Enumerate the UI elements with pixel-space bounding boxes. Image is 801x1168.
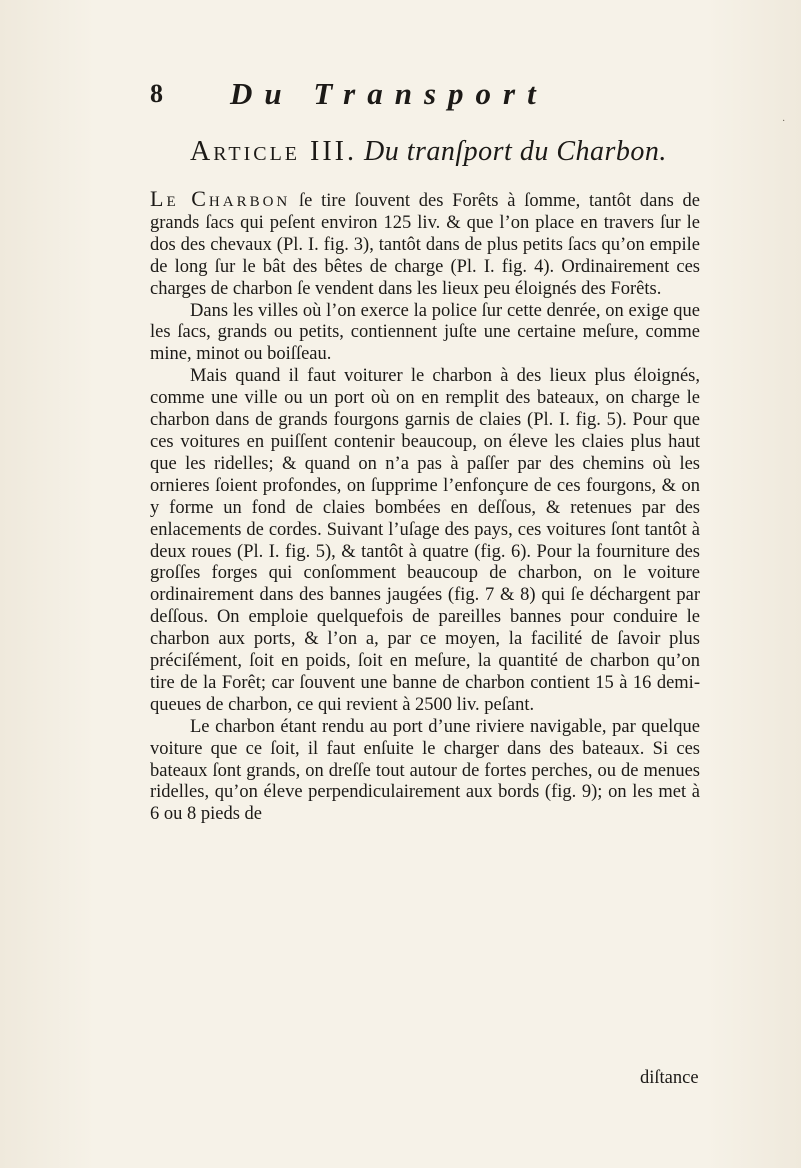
paragraph-lead-word: Le Charbon: [150, 186, 291, 211]
paragraph-1: [150, 188, 700, 301]
page-number: 8: [150, 79, 163, 108]
paragraph-1-text: ſe tire ſouvent des Forêts à ſomme, tantôt dans de grands ſacs qui peſent environ 125 liv. & que l’on place en travers ſur le dos des chevaux (Pl. I. fig. 3), tantôt dans de plus petits ſacs qu’on empile de long ſur le bât des bêtes de charge (Pl. I. fig. 4). Ordinairement ces charges de charbon ſe vendent dans les lieux peu éloignés des Forêts.: [150, 191, 701, 299]
margin-mark: ·: [782, 116, 786, 127]
article-heading: [190, 132, 667, 172]
paragraph-3: Mais quand il faut voiturer le charbon à des lieux plus éloignés, comme une ville ou un port où on en remplit des bateaux, on charge le charbon dans de grands fourgons garnis de claies (Pl. I. fig. 5). Pour que ces voitures en puiſſent contenir beaucoup, on éleve les claies plus haut que les ridelles; & quand on n’a pas à paſſer par des chemins où les ornieres ſoient profondes, on ſupprime l’enfonçure de ces fourgons, & on y forme un fond de claies bombées en deſſous, & retenues par des enlacements de cordes. Suivant l’uſage des pays, ces voitures ſont tantôt à deux roues (Pl. I. fig. 5), & tantôt à quatre (fig. 6). Pour la fourniture des groſſes forges qui conſomment beaucoup de charbon, on le voiture ordinairement dans des bannes jaugées (fig. 7 & 8) qui ſe déchargent par deſſous. On emploie quelquefois de pareilles bannes pour conduire le charbon aux ports, & l’on a, par ce moyen, la facilité de ſavoir plus préciſément, ſoit en poids, ſoit en meſure, la quantité de charbon qu’on tire de la Forêt; car ſouvent une banne de charbon contient 15 à 16 demi-queues de charbon, ce qui revient à 2500 liv. peſant.: [150, 366, 700, 715]
page-header: [150, 72, 710, 116]
article-label: Article III.: [190, 136, 357, 167]
running-head: Du Transport: [230, 76, 548, 111]
paragraph-2: Dans les villes où l’on exerce la police ſur cette denrée, on exige que les ſacs, grands ou petits, contiennent juſte une certaine meſure, comme mine, minot ou boiſſeau.: [150, 300, 700, 365]
body-text: [150, 188, 700, 826]
catchword: diſtance: [640, 1068, 699, 1088]
article-title: Du tranſport du Charbon.: [363, 136, 667, 167]
paragraph-4: Le charbon étant rendu au port d’une riviere navigable, par quelque voiture que ce ſoit, il faut enſuite le charger dans des bateaux. Si ces bateaux ſont grands, on dreſſe tout autour de fortes perches, ou de menues ridelles, qu’on éleve perpendiculairement aux bords (fig. 9); on les met à 6 ou 8 pieds de: [150, 716, 700, 825]
